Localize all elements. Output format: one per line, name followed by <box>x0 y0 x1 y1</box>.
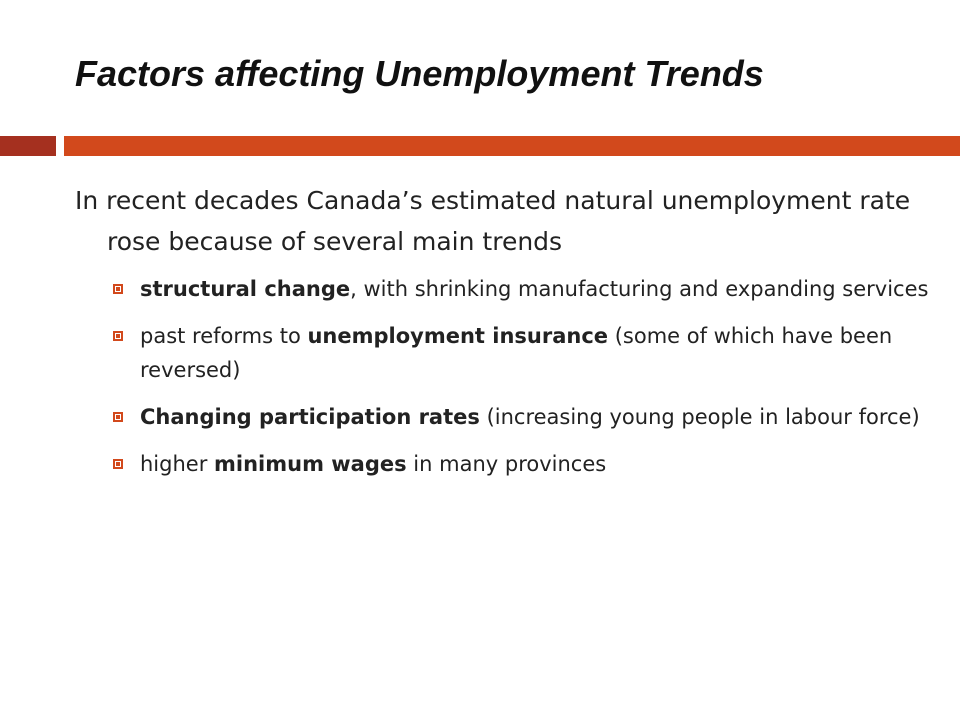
bullet-text: , with shrinking manufacturing and expanding services <box>350 277 929 301</box>
slide-title: Factors affecting Unemployment Trends <box>75 53 764 94</box>
title-divider-right <box>64 136 960 156</box>
bullet-list <box>75 272 935 481</box>
bullet-text: (increasing young people in labour force) <box>479 405 920 429</box>
bullet-participation-rates <box>75 400 935 434</box>
title-divider-left <box>0 136 56 156</box>
bullet-text: past reforms to <box>140 324 308 348</box>
bullet-bold-text: Changing participation rates <box>140 405 480 429</box>
square-bullet-icon <box>113 459 123 469</box>
slide-content <box>75 180 935 481</box>
bullet-minimum-wages <box>75 447 935 481</box>
square-bullet-icon <box>113 331 123 341</box>
intro-text: In recent decades Canada’s estimated natural unemployment rate rose because of several main trends <box>75 186 911 256</box>
square-bullet-icon <box>113 412 123 422</box>
bullet-text: higher <box>140 452 215 476</box>
bullet-bold-text: unemployment insurance <box>307 324 609 348</box>
bullet-text: in many provinces <box>406 452 607 476</box>
bullet-text: (some of which have been reversed) <box>140 324 893 382</box>
bullet-unemployment-insurance <box>75 319 935 387</box>
bullet-bold-text: structural change <box>140 277 351 301</box>
bullet-structural-change <box>75 272 935 306</box>
bullet-bold-text: minimum wages <box>214 452 407 476</box>
square-bullet-icon <box>113 284 123 294</box>
